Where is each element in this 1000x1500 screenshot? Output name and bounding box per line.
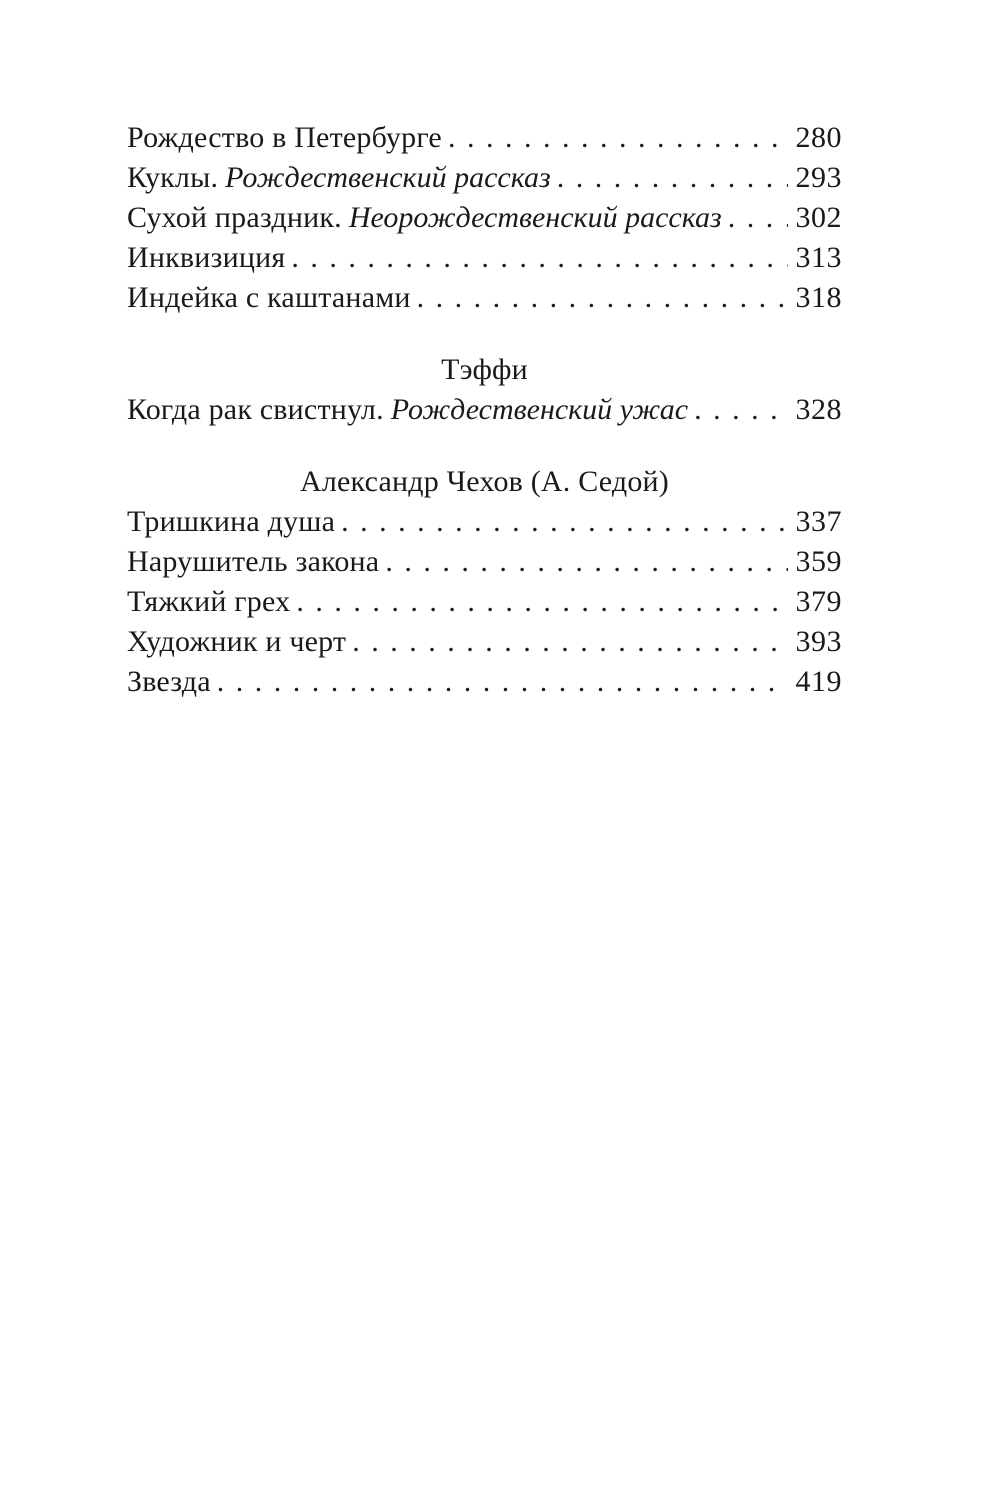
entry-title: Инквизиция [127, 241, 286, 274]
dot-leader [217, 662, 788, 702]
entry-title: Тяжкий грех [127, 585, 291, 618]
page-number: 359 [795, 545, 842, 578]
page-number: 280 [795, 121, 842, 154]
page-number: 337 [795, 505, 842, 538]
page-number: 419 [795, 665, 842, 698]
entry-title: Художник и черт [127, 625, 347, 658]
dot-leader [448, 118, 788, 158]
page-number: 393 [795, 625, 842, 658]
toc-entry[interactable] [127, 622, 842, 662]
entry-title [127, 390, 688, 430]
dot-leader [417, 278, 788, 318]
entry-title [127, 198, 722, 238]
toc-entry[interactable] [127, 582, 842, 622]
page-number: 328 [795, 393, 842, 426]
page-number: 318 [795, 281, 842, 314]
toc-entry[interactable] [127, 198, 842, 238]
page-number: 379 [795, 585, 842, 618]
toc-entry[interactable] [127, 542, 842, 582]
entry-title: Индейка с каштанами [127, 281, 411, 314]
page-number: 302 [795, 201, 842, 234]
entry-subtitle: Неорождественский рассказ [348, 201, 722, 234]
entry-title: Рождество в Петербурге [127, 121, 442, 154]
section-author: Александр Чехов (А. Седой) [300, 465, 669, 498]
toc-entry[interactable] [127, 278, 842, 318]
table-of-contents [127, 118, 842, 702]
dot-leader [694, 390, 787, 430]
toc-section [127, 118, 842, 318]
dot-leader [341, 502, 787, 542]
entry-title [127, 158, 551, 198]
entry-subtitle: Рождественский ужас [390, 393, 689, 426]
dot-leader [296, 582, 787, 622]
dot-leader [385, 542, 787, 582]
entry-title: Тришкина душа [127, 505, 336, 538]
toc-entry[interactable] [127, 238, 842, 278]
toc-section [127, 462, 842, 702]
section-author: Тэффи [441, 353, 528, 386]
entry-title-text: Когда рак свистнул. [127, 393, 384, 426]
toc-section [127, 350, 842, 430]
toc-entry[interactable] [127, 662, 842, 702]
entry-title: Звезда [127, 665, 211, 698]
dot-leader [557, 158, 788, 198]
toc-entry[interactable] [127, 158, 842, 198]
toc-entry[interactable] [127, 118, 842, 158]
entry-subtitle: Рождественский рассказ [225, 161, 551, 194]
toc-entry[interactable] [127, 502, 842, 542]
dot-leader [352, 622, 787, 662]
entry-title: Нарушитель закона [127, 545, 380, 578]
page-number: 313 [795, 241, 842, 274]
page-number: 293 [795, 161, 842, 194]
toc-entry[interactable] [127, 390, 842, 430]
entry-title-text: Сухой праздник. [127, 201, 342, 234]
dot-leader [291, 238, 787, 278]
dot-leader [728, 198, 788, 238]
entry-title-text: Куклы. [127, 161, 219, 194]
